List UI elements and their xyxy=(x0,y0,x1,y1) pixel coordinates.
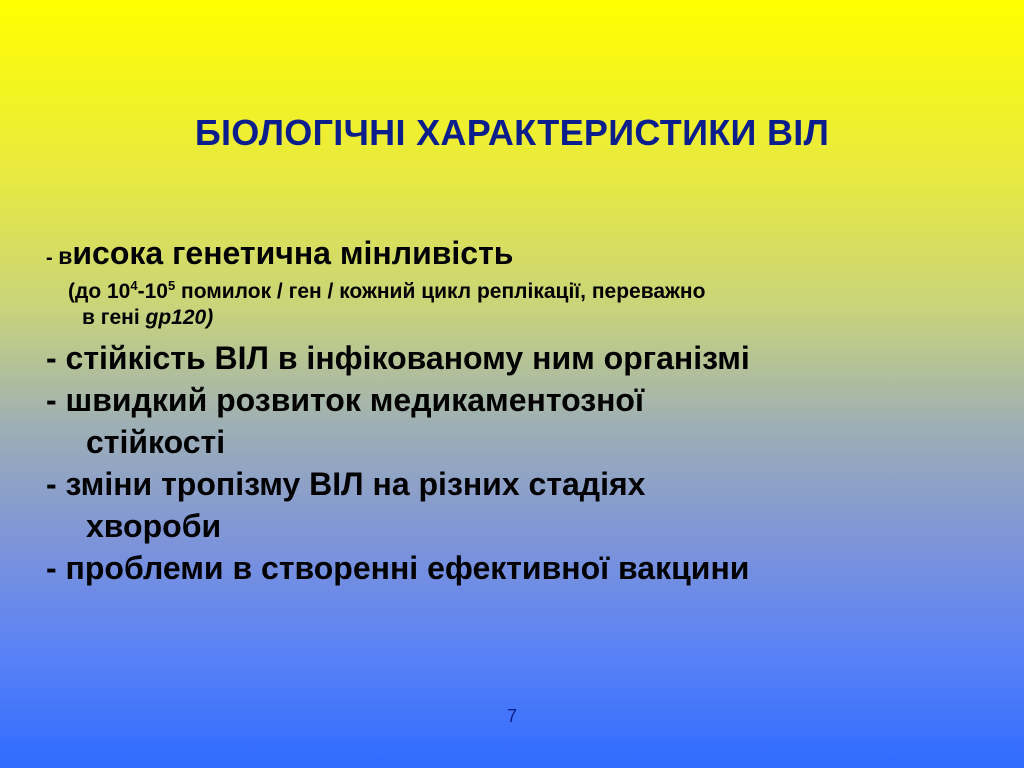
note-rest: помилок / ген / кожний цикл реплікації, переважно xyxy=(175,280,706,303)
mutation-note-line2 xyxy=(46,305,976,331)
mutation-note-line1 xyxy=(46,279,976,305)
bullet-vaccine-problems: - проблеми в створенні ефективної вакцини xyxy=(46,550,750,586)
bullet-genetic-variability xyxy=(46,232,976,279)
bullet-persistence: - стійкість ВІЛ в інфікованому ним організмі xyxy=(46,340,750,376)
note-gene-prefix: в гені xyxy=(82,306,146,329)
bullet-tropism-change-cont: хвороби xyxy=(86,508,222,544)
bullet-drug-resistance-cont: стійкості xyxy=(86,424,226,460)
note-gene-name: gp120) xyxy=(145,306,214,329)
page-number: 7 xyxy=(506,706,517,726)
bullet-tropism-change: - зміни тропізму ВІЛ на різних стадіях xyxy=(46,466,646,502)
note-exponent-4: 4 xyxy=(130,278,138,293)
bullet-list xyxy=(46,232,976,589)
bullet-text: исока генетична мінливість xyxy=(72,235,514,271)
bullet-dash: - xyxy=(46,247,59,269)
note-mid: -10 xyxy=(137,280,168,303)
slide-title: БІОЛОГІЧНІ ХАРАКТЕРИСТИКИ ВІЛ xyxy=(194,112,830,153)
note-exponent-5: 5 xyxy=(167,278,176,293)
note-open: (до 10 xyxy=(68,280,131,303)
bullet-first-letter: в xyxy=(58,243,73,269)
bullet-drug-resistance: - швидкий розвиток медикаментозної xyxy=(46,382,644,418)
